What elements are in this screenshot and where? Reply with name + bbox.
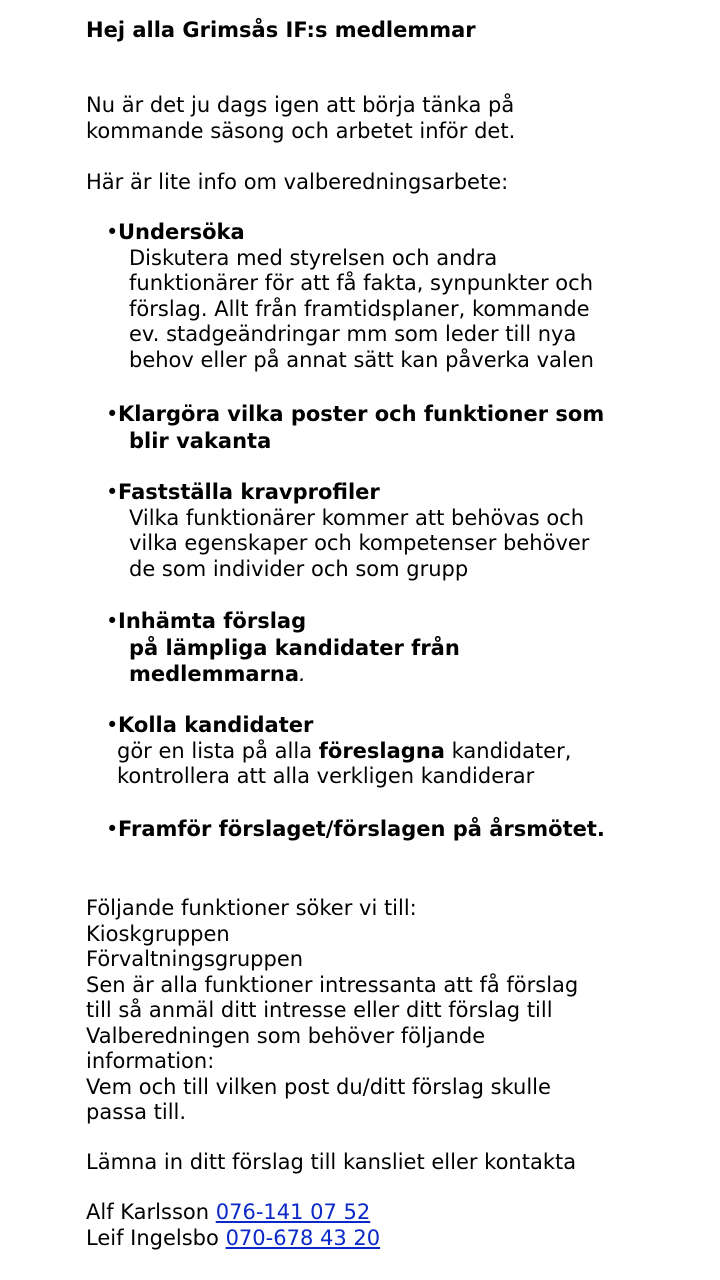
step-title: Framför förslaget/förslagen på årsmötet. bbox=[118, 817, 605, 841]
step-body-line: vilka egenskaper och kompetenser behöver bbox=[129, 531, 590, 555]
bullet-icon: • bbox=[106, 609, 119, 633]
intro-line: Här är lite info om valberedningsarbete: bbox=[86, 170, 509, 194]
step-faststalla bbox=[106, 480, 696, 582]
submit-paragraph bbox=[86, 1150, 696, 1176]
bullet-icon: • bbox=[106, 817, 119, 841]
step-title-continued: blir vakanta bbox=[129, 429, 272, 453]
step-body bbox=[106, 246, 696, 374]
functions-text-line: Valberedningen som behöver följande bbox=[86, 1023, 486, 1048]
contact-phone-link[interactable]: 070-678 43 20 bbox=[225, 1225, 381, 1250]
intro-line: Nu är det ju dags igen att börja tänka på bbox=[86, 93, 515, 117]
step-title: Kolla kandidater bbox=[118, 713, 314, 737]
function-item: Kioskgruppen bbox=[86, 921, 230, 946]
step-body-line: kontrollera att alla verkligen kandiderar bbox=[117, 764, 535, 788]
step-body-line: Vilka funktionärer kommer att behövas och bbox=[129, 505, 585, 530]
step-body-line: på lämpliga kandidater från bbox=[129, 635, 460, 660]
step-title: Undersöka bbox=[118, 220, 245, 244]
step-inhamta bbox=[106, 609, 696, 687]
step-undersoka bbox=[106, 220, 696, 373]
functions-text-line: passa till. bbox=[86, 1100, 187, 1124]
functions-text-line: Sen är alla funktioner intressanta att få förslag bbox=[86, 972, 579, 997]
contact-name: Leif Ingelsbo bbox=[86, 1225, 219, 1250]
contact-row bbox=[86, 1226, 696, 1252]
bullet-icon: • bbox=[106, 402, 119, 426]
step-title: Fastställa kravprofiler bbox=[118, 480, 380, 504]
contact-name: Alf Karlsson bbox=[86, 1200, 210, 1224]
step-body-line: behov eller på annat sätt kan påverka valen bbox=[129, 347, 594, 372]
contact-row bbox=[86, 1200, 696, 1226]
step-klargora bbox=[106, 401, 696, 455]
step-body-text: gör en lista på alla bbox=[117, 738, 319, 763]
functions-text-line: Vem och till vilken post du/ditt förslag skulle bbox=[86, 1074, 551, 1099]
step-body-line: funktionärer för att få fakta, synpunkter och bbox=[129, 271, 593, 295]
functions-text-line: information: bbox=[86, 1049, 215, 1073]
step-title: Inhämta förslag bbox=[118, 609, 307, 633]
step-title: Klargöra vilka poster och funktioner som bbox=[118, 402, 605, 426]
functions-intro: Följande funktioner söker vi till: bbox=[86, 896, 417, 920]
functions-paragraph bbox=[86, 896, 696, 1126]
intro-line: kommande säsong och arbetet inför det. bbox=[86, 118, 516, 143]
step-body bbox=[106, 739, 696, 790]
bullet-icon: • bbox=[106, 713, 119, 737]
bullet-icon: • bbox=[106, 480, 119, 504]
trailing-period: . bbox=[299, 661, 306, 686]
step-body-emphasis: föreslagna bbox=[318, 738, 445, 763]
step-body bbox=[106, 506, 696, 583]
step-body bbox=[106, 635, 696, 687]
function-item: Förvaltningsgruppen bbox=[86, 947, 304, 971]
intro-lead bbox=[86, 170, 696, 196]
contact-phone-link[interactable]: 076-141 07 52 bbox=[215, 1200, 371, 1224]
intro-paragraph bbox=[86, 93, 696, 144]
step-framfor bbox=[106, 817, 696, 843]
bullet-icon: • bbox=[106, 220, 119, 244]
step-body-line: ev. stadgeändringar mm som leder till nya bbox=[129, 322, 577, 346]
submit-text: Lämna in ditt förslag till kansliet eller kontakta bbox=[86, 1150, 577, 1174]
step-body-line: Diskutera med styrelsen och andra bbox=[129, 245, 498, 270]
contacts-list bbox=[86, 1200, 696, 1251]
step-body-line: de som individer och som grupp bbox=[129, 556, 469, 581]
greeting-heading: Hej alla Grimsås IF:s medlemmar bbox=[86, 18, 476, 42]
functions-text-line: till så anmäl ditt intresse eller ditt förslag till bbox=[86, 998, 553, 1022]
step-kolla bbox=[106, 713, 696, 790]
step-body-line: förslag. Allt från framtidsplaner, kommande bbox=[129, 296, 590, 321]
step-body-line: medlemmarna bbox=[129, 661, 300, 686]
step-body-text: kandidater, bbox=[444, 738, 572, 763]
